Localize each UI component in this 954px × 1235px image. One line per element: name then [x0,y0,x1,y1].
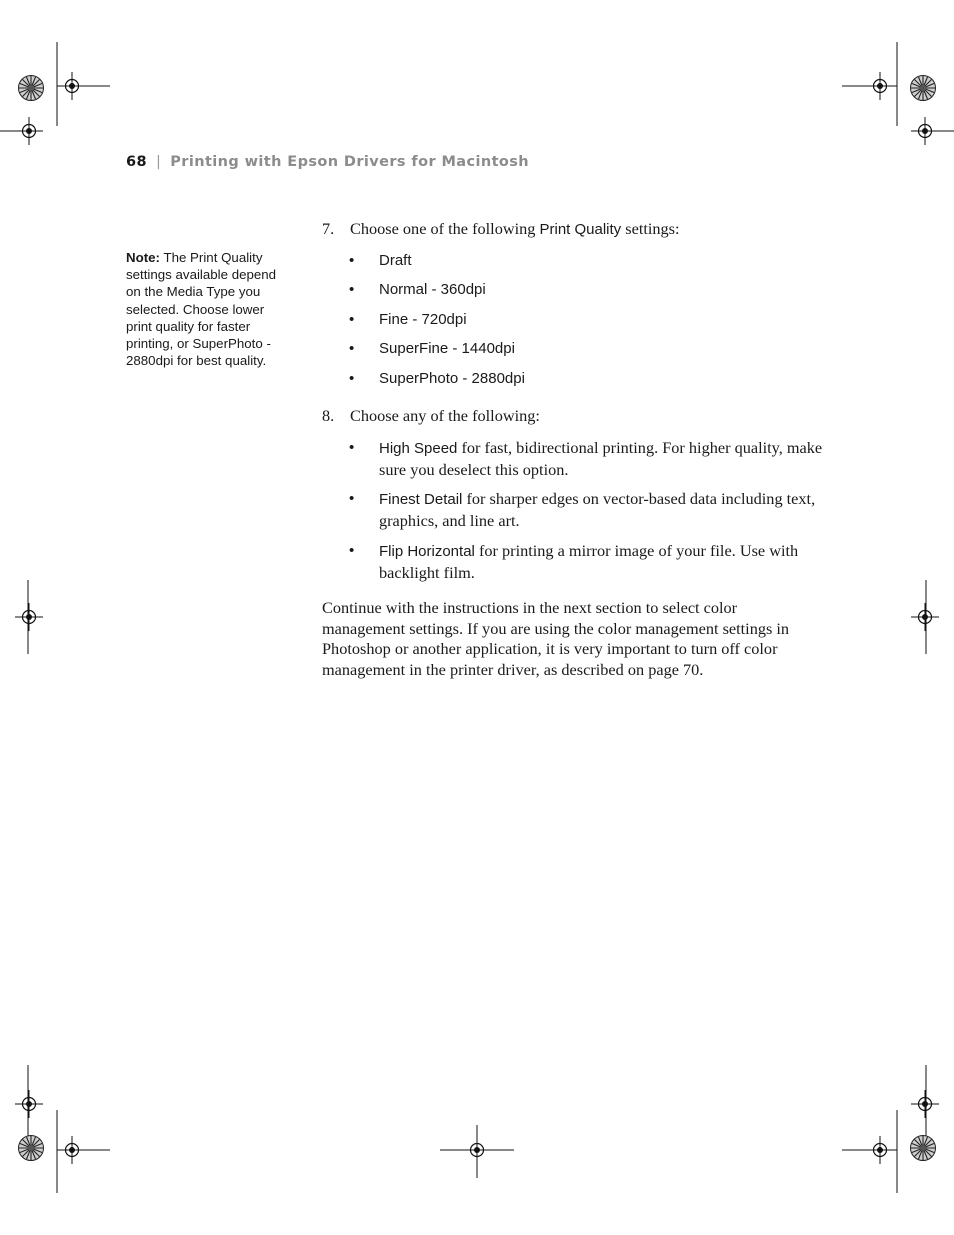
quality-option: Fine - 720dpi [379,311,467,328]
quality-option: SuperFine - 1440dpi [379,340,515,357]
ui-term-print-quality: Print Quality [539,221,622,238]
closing-paragraph: Continue with the instructions in the next section to select color management settings. If you are using the color management settings in Photoshop or another application, it is very important to turn off color management in the printer driver, as described on page 70. [322,598,790,679]
ui-term: High Speed [379,440,458,457]
bullet-glyph: • [349,542,355,559]
list-item [349,489,827,531]
bullet-glyph: • [349,281,355,298]
bullet-glyph: • [349,340,355,357]
note-label: Note: [126,250,160,265]
option-description: for printing a mirror image of your file. Use with backlight film. [379,541,799,582]
list-item [349,280,827,301]
list-item [349,541,827,583]
option-description: for sharper edges on vector-based data including text, graphics, and line art. [379,489,816,530]
bullet-glyph: • [349,439,355,456]
bullet-glyph: • [349,370,355,387]
option-description: for fast, bidirectional printing. For higher quality, make sure you deselect this option. [379,438,823,479]
list-item [349,339,827,360]
step-text: settings: [625,219,680,238]
bullet-glyph: • [349,490,355,507]
ui-term: Flip Horizontal [379,543,475,560]
bullet-glyph: • [349,311,355,328]
quality-option: Normal - 360dpi [379,281,486,298]
header-separator: | [155,154,162,170]
step-8 [322,406,540,426]
quality-option: Draft [379,252,412,269]
step-number: 7. [322,219,335,238]
step-text: Choose one of the following [350,219,536,238]
list-item [349,251,827,272]
note-text: The Print Quality settings available depend on the Media Type you selected. Choose lower print quality for faster printing, or SuperPhoto - 2880dpi for best quality. [126,250,277,369]
ui-term: Finest Detail [379,491,463,508]
sidebar-note [126,249,291,369]
list-item [349,310,827,331]
step-text: Choose any of the following: [350,406,540,425]
list-item [349,438,827,480]
step-number: 8. [322,406,335,425]
list-item [349,369,827,390]
running-header [126,154,529,170]
quality-option: SuperPhoto - 2880dpi [379,370,525,387]
page-number: 68 [126,154,147,170]
chapter-title: Printing with Epson Drivers for Macintosh [170,154,530,170]
bullet-glyph: • [349,252,355,269]
step-7 [322,219,680,239]
